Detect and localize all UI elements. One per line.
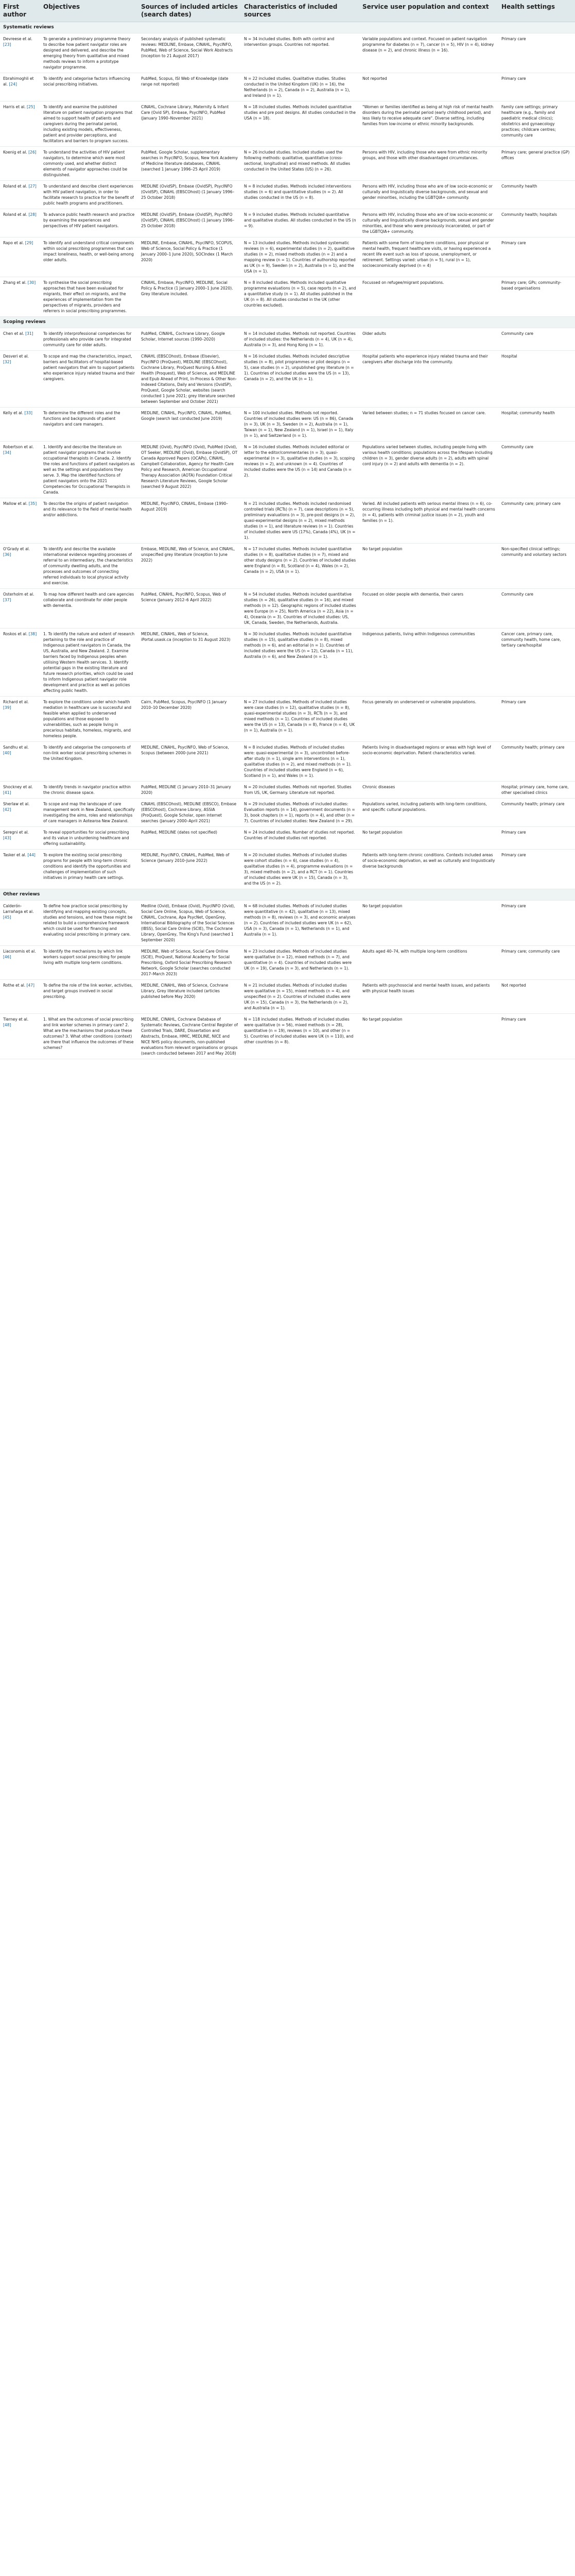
characteristics-cell: N = 68 included studies. Methods of included studies were quantitative (n = 42), qualitative (n = 13), mixed methods (n = 8), reviews (n = 3), and economic analyses (n = 2). Countries of included studies were UK (n = 62), USA (n = 3), Canada (n = 1), Netherlands (n = 1), and Australia (n = 1). [241, 901, 359, 946]
header-characteristics: Characteristics of included sources [241, 0, 359, 22]
objectives-cell: To determine the different roles and the functions and backgrounds of patient navigators and care managers. [40, 408, 138, 442]
table-row [0, 1014, 575, 1059]
objectives-cell: To identify and categorise the components of non-link worker social prescribing schemes in the United Kingdom. [40, 742, 138, 782]
characteristics-cell: N = 8 included studies. Methods of included studies were: quasi-experimental (n = 3), uncontrolled before-after study (n = 1), single arm interventions (n = 1), qualitative studies (n = 2), and mixed methods (n = 1). Countries of included studies were England (n = 6), Scotland (n = 1), and Wales (n = 1). [241, 742, 359, 782]
author-name: Liaconomis et al. [3, 949, 36, 954]
author-cell [0, 498, 40, 544]
characteristics-cell: N = 14 included studies. Methods not reported. Countries of included studies: the Netherlands (n = 4), UK (n = 4), Australia (n = 3), and Hong Kong (n = 1). [241, 328, 359, 351]
setting-cell: Primary care [498, 827, 575, 850]
population-cell: Populations varied, including patients with long-term conditions, and specific cultural populations. [359, 799, 498, 827]
section-row [0, 22, 575, 33]
author-name: Calderón-Larrañaga et al. [3, 904, 34, 914]
objectives-cell: To reveal opportunities for social prescribing and its value in unburdening healthcare and offering sustainability. [40, 827, 138, 850]
table-row [0, 980, 575, 1014]
author-name: Rapo et al. [3, 241, 24, 245]
author-cell [0, 827, 40, 850]
characteristics-cell: N = 18 included studies. Methods included quantitative studies and pre post designs. All studies conducted in the USA (n = 18). [241, 101, 359, 147]
table-row [0, 408, 575, 442]
review-table-container [0, 0, 575, 1059]
characteristics-cell: N = 29 included studies. Methods of included studies: Evaluation reports (n = 14), government documents (n = 3), book chapters (n = 1), reports (n = 4), and other (n = 7). Countries of included studies: New Zealand (n = 29). [241, 799, 359, 827]
citation-link[interactable]: [26] [28, 150, 37, 155]
sources-cell: Medline (Ovid), Embase (Ovid), PsycINFO (Ovid), Social Care Online, Scopus, Web of Science, CINAHL, Cochrane, Apa PsycNet, OpenGrey, International Bibliography of the Social Sciences (IBSS), Social Care Online (SCIE), The Cochrane Library, OpenGrey, The King's Fund (searched 1 September 2020) [138, 901, 241, 946]
table-row [0, 33, 575, 73]
citation-link[interactable]: [42] [3, 807, 11, 812]
population-cell: Patients with some form of long-term conditions, poor physical or mental health, frequent healthcare visits, or having experienced a recent life event such as loss of spouse, unemployment, or retirement. Settings varied: urban (n = 5), rural (n = 1), socioeconomically deprived (n = 4) [359, 238, 498, 277]
table-row [0, 498, 575, 544]
author-name: Roskos et al. [3, 632, 28, 636]
objectives-cell: To identify the mechanisms by which link workers support social prescribing for people living with multiple long-term conditions. [40, 946, 138, 980]
citation-link[interactable]: [25] [27, 105, 35, 109]
author-cell [0, 799, 40, 827]
setting-cell: Community care; primary care [498, 498, 575, 544]
author-cell [0, 328, 40, 351]
section-row [0, 317, 575, 328]
citation-link[interactable]: [33] [24, 411, 32, 415]
sources-cell: Cairn, PubMed, Scopus, PsycINFO (1 January 2010–10 December 2020) [138, 697, 241, 742]
sources-cell: MEDLINE, CINAHL, Web of Science, iPortal.usask.ca (inception to 31 August 2023) [138, 629, 241, 697]
author-cell [0, 147, 40, 181]
table-row [0, 181, 575, 209]
population-cell: Focussed on refugee/migrant populations. [359, 277, 498, 317]
citation-link[interactable]: [32] [3, 360, 11, 364]
citation-link[interactable]: [39] [3, 705, 11, 710]
table-row [0, 827, 575, 850]
sources-cell: PubMed, Scopus, ISI Web of Knowledge (date range not reported) [138, 73, 241, 101]
author-name: Koenig et al. [3, 150, 27, 155]
setting-cell: Community care [498, 328, 575, 351]
author-cell [0, 408, 40, 442]
objectives-cell: To understand and describe client experiences with HIV patient navigation, in order to facilitate research to practice for the benefit of public health programs and practitioners. [40, 181, 138, 209]
population-cell: Older adults [359, 328, 498, 351]
sources-cell: MEDLINE, CINAHL, PsycINFO, CINAHL, PubMed, Google (search last conducted June 2019) [138, 408, 241, 442]
sources-cell: MEDLINE (OvidSP), Embase (OvidSP), PsycINFO (OvidSP), CINAHL (EBSCOhost) (1 January 1996–25 October 2018) [138, 209, 241, 238]
characteristics-cell: N = 13 included studies. Methods included systematic reviews (n = 6), experimental studies (n = 2), qualitative studies (n = 2), mixed methods studies (n = 2) and a mapping review (n = 1). Countries of authorship reported as UK (n = 9), Sweden (n = 2), Australia (n = 1), and the USA (n = 1). [241, 238, 359, 277]
objectives-cell: 1. What are the outcomes of social prescribing and link worker schemes in primary care? 2. What are the mechanisms that produce these outcomes? 3. What other conditions (context) are there that influence the outcomes of these schemes? [40, 1014, 138, 1059]
objectives-cell: To scope and map the landscape of care management work in New Zealand, specifically investigating the aims, roles and relationships of care managers in Aotearoa New Zealand. [40, 799, 138, 827]
author-name: O'Grady et al. [3, 547, 30, 551]
citation-link[interactable]: [24] [9, 82, 17, 87]
table-row [0, 101, 575, 147]
citation-link[interactable]: [45] [3, 915, 11, 920]
author-name: Rothe et al. [3, 983, 26, 988]
population-cell: Persons with HIV, including those who are of low socio-economic or culturally and linguistically diverse backgrounds, and sexual and gender minorities, including the LGBTQIA+ community. [359, 181, 498, 209]
author-cell [0, 946, 40, 980]
population-cell: Varied between studies; n = 71 studies focused on cancer care. [359, 408, 498, 442]
population-cell: Indigenous patients, living within Indigenous communities [359, 629, 498, 697]
section-row [0, 889, 575, 901]
table-row [0, 629, 575, 697]
author-name: Chen et al. [3, 331, 24, 336]
sources-cell: MEDLINE, Web of Science, Social Care Online (SCIE), ProQuest, National Academy for Social Prescribing, Oxford Social Prescribing Research Network, Google Scholar (searches conducted 2017–March 2023) [138, 946, 241, 980]
objectives-cell: To identify trends in navigator practice within the chronic disease space. [40, 782, 138, 799]
citation-link[interactable]: [48] [3, 1023, 11, 1027]
citation-link[interactable]: [30] [27, 280, 36, 285]
characteristics-cell: N = 100 included studies. Methods not reported. Countries of included studies were: US (n = 86), Canada (n = 3), UK (n = 3), Sweden (n = 2), Australia (n = 1), Taiwan (n = 1), New Zealand (n = 1), Israel (n = 1), Italy (n = 1), and Switzerland (n = 1). [241, 408, 359, 442]
population-cell: No target population [359, 1014, 498, 1059]
sources-cell: PubMed, MEDLINE (dates not specified) [138, 827, 241, 850]
author-name: Roland et al. [3, 184, 28, 189]
characteristics-cell: N = 26 included studies. Included studies used the following methods: qualitative, quantitative (cross-sectional, longitudinal) and mixed methods. All studies conducted in the United States (US) (n = 26). [241, 147, 359, 181]
sources-cell: CINAHL, Embase, PsycINFO, MEDLINE, Social Policy & Practice (1 January 2000–1 June 2020). Grey literature included. [138, 277, 241, 317]
objectives-cell: To explore the conditions under which health mediation in healthcare use is successful and feasible when applied to underserved populations and those exposed to vulnerabilities, such as people living in precarious habitats, homeless, migrants, and homeless people. [40, 697, 138, 742]
setting-cell: Hospital [498, 351, 575, 408]
author-cell [0, 351, 40, 408]
author-name: Osterholm et al. [3, 592, 34, 597]
author-cell [0, 277, 40, 317]
citation-link[interactable]: [34] [3, 450, 11, 455]
characteristics-cell: N = 21 included studies. Methods of included studies were qualitative (n = 15), mixed methods (n = 4), and unspecified (n = 2). Countries of included studies were UK (n = 15), Canada (n = 3), the Netherlands (n = 2), and Australia (n = 1). [241, 980, 359, 1014]
author-name: Shockney et al. [3, 785, 33, 789]
population-cell: Persons with HIV, including those who are of low socio-economic or culturally and linguistically diverse backgrounds, sexual and gender minorities, and those who were previously incarcerated, or part of the LGBTQIA+ community. [359, 209, 498, 238]
objectives-cell: To synthesise the social prescribing approaches that have been evaluated for migrants, their effect on migrants, and the experiences of implementation from the perspectives of migrants, providers and referrers in social prescribing programmes. [40, 277, 138, 317]
citation-link[interactable]: [43] [3, 836, 11, 840]
sources-cell: MEDLINE, Embase, CINAHL, PsycINFO, SCOPUS, Web of Science, Social Policy & Practice (1 January 2000–1 June 2020), SOCIndex (1 March 2020) [138, 238, 241, 277]
objectives-cell: To describe the origins of patient navigation and its relevance to the field of mental health and/or addictions. [40, 498, 138, 544]
objectives-cell: To define the role of the link worker, activities, and target groups involved in social prescribing. [40, 980, 138, 1014]
citation-link[interactable]: [29] [25, 241, 33, 245]
objectives-cell: To map how different health and care agencies collaborate and coordinate for older people with dementia. [40, 589, 138, 629]
population-cell: Variable populations and context. Focused on patient navigation programme for diabetes (n = 7), cancer (n = 5), HIV (n = 4), kidney disease (n = 2), and chronic illness (n = 16). [359, 33, 498, 73]
characteristics-cell: N = 30 included studies. Methods included quantitative studies (n = 15), qualitative studies (n = 8), mixed methods (n = 6), and an editorial (n = 1). Countries of included studies were the US (n = 12), Canada (n = 11), Australia (n = 6), and New Zealand (n = 1). [241, 629, 359, 697]
characteristics-cell: N = 8 included studies. Methods included qualitative programme evaluations (n = 5), case reports (n = 2), and a quantitative study (n = 1). All studies published in the UK (n = 8). All studies conducted in the UK (other countries excluded). [241, 277, 359, 317]
header-population: Service user population and context [359, 0, 498, 22]
citation-link[interactable]: [46] [3, 955, 11, 959]
sources-cell: MEDLINE, CINAHL, Cochrane Database of Systematic Reviews, Cochrane Central Register of Controlled Trials, DARE, Dissertation and Abstracts, Embase, HMIC, MEDLINE, NICE and NICE NHS policy documents, non-published evaluations from relevant organisations or groups (search conducted between 2017 and May 2018) [138, 1014, 241, 1059]
characteristics-cell: N = 8 included studies. Methods included interventions studies (n = 6) and quantitative studies (n = 2). All studies conducted in the US (n = 8). [241, 181, 359, 209]
author-cell [0, 742, 40, 782]
characteristics-cell: N = 16 included studies. Methods included descriptive studies (n = 8), pilot programmes or pilot designs (n = 5), case studies (n = 2), unpublished grey literature (n = 1). Countries of included studies were the US (n = 13), Canada (n = 2), and the UK (n = 1). [241, 351, 359, 408]
characteristics-cell: N = 20 included studies. Methods not reported. Studies from US, UK, Germany. Literature not reported. [241, 782, 359, 799]
characteristics-cell: N = 118 included studies. Methods of included studies were qualitative (n = 56), mixed methods (n = 28), quantitative (n = 19), reviews (n = 10), and other (n = 5). Countries of included studies were UK (n = 110), and other countries (n = 8). [241, 1014, 359, 1059]
population-cell: Varied. All included patients with serious mental illness (n = 6), co-occurring illness including both physical and mental health concerns (n = 4), patients with criminal justice issues (n = 2), youth and families (n = 1). [359, 498, 498, 544]
citation-link[interactable]: [31] [25, 331, 33, 336]
citation-link[interactable]: [47] [26, 983, 34, 988]
table-row [0, 782, 575, 799]
characteristics-cell: N = 27 included studies. Methods of included studies were case studies (n = 12), qualitative studies (n = 8), quasi-experimental studies (n = 3), RCTs (n = 3), and mixed methods (n = 1). Countries of included studies were the US (n = 13), Canada (n = 8), France (n = 4), UK (n = 1), Australia (n = 1). [241, 697, 359, 742]
sources-cell: CINAHL (EBSCOhost), Embase (Elsevier), PsycINFO (ProQuest), MEDLINE (EBSCOhost), Cochrane Library, ProQuest Nursing & Allied Health (Proquest), Web of Science, and MEDLINE and Epub Ahead of Print, In-Process & Other Non-Indexed Citations, Daily and Versions (OvidSP), ProQuest, Google Scholar, websites (search conducted 1 June 2021; grey literature searched between September and October 2021) [138, 351, 241, 408]
section-title: Scoping reviews [0, 317, 575, 328]
table-row [0, 742, 575, 782]
sources-cell: MEDLINE (Ovid), PsycINFO (Ovid), PubMed (Ovid), OT Seeker, MEDLINE (Ovid), Embase (OvidSP), OT Canada Approved Papers (OCAPs), CINAHL, Campbell Collaboration, Agency for Health Care Policy and Research, American Occupational Therapy Association (AOTA) Foundation Critical Research Literature Reviews, Google Scholar (searched 9 August 2022) [138, 442, 241, 498]
author-name: Sandhu et al. [3, 745, 29, 750]
characteristics-cell: N = 24 included studies. Number of studies not reported. Countries of included studies not reported. [241, 827, 359, 850]
sources-cell: CINAHL (EBSCOhost), MEDLINE (EBSCO), Embase (EBSCOhost), Cochrane Library, ASSIA (ProQuest), Google Scholar, open internet searches (January 2000–April 2021) [138, 799, 241, 827]
population-cell: Persons with HIV, including those who were from ethnic minority groups, and those with other disadvantaged circumstances. [359, 147, 498, 181]
sources-cell: PubMed, CINAHL, PsycINFO, Scopus, Web of Science (January 2012–6 April 2022) [138, 589, 241, 629]
setting-cell: Community health; hospitals [498, 209, 575, 238]
author-name: Kelly et al. [3, 411, 24, 415]
setting-cell: Community care [498, 442, 575, 498]
objectives-cell: To identify interprofessional competencies for professionals who provide care for integrated community care for older adults. [40, 328, 138, 351]
author-cell [0, 73, 40, 101]
citation-link[interactable]: [37] [3, 598, 11, 602]
citation-link[interactable]: [41] [3, 790, 11, 795]
author-name: Zhang et al. [3, 280, 27, 285]
setting-cell: Cancer care, primary care, community health, home care, tertiary care/hospital [498, 629, 575, 697]
sources-cell: MEDLINE, CINAHL, Web of Science, Cochrane Library, Grey literature included (articles published before May 2020) [138, 980, 241, 1014]
table-row [0, 544, 575, 589]
table-header-row [0, 0, 575, 22]
author-cell [0, 442, 40, 498]
author-name: Roland et al. [3, 212, 28, 217]
table-body [0, 22, 575, 1059]
header-objectives: Objectives [40, 0, 138, 22]
objectives-cell: 1. To identify the nature and extent of research pertaining to the role and practice of Indigenous patient navigators in Canada, the US, Australia, and New Zealand. 2. Examine barriers faced by Indigenous peoples when utilising Western Health services. 3. Identify potential gaps in the existing literature and future research priorities, which could be used to inform Indigenous patient navigator role development and practice as well as policies affecting public health. [40, 629, 138, 697]
population-cell: Patients living in disadvantaged regions or areas with high level of socio-economic deprivation. Patient characteristics varied. [359, 742, 498, 782]
objectives-cell: To understand the activities of HIV patient navigators, to determine which were most commonly used, and whether distinct elements of navigator approaches could be distinguished. [40, 147, 138, 181]
section-title: Systematic reviews [0, 22, 575, 33]
table-row [0, 946, 575, 980]
setting-cell: Primary care; GPs; community-based organisations [498, 277, 575, 317]
header-first-author: First author [0, 0, 40, 22]
author-name: Ebrahimoghli et al. [3, 76, 34, 87]
author-name: Tierney et al. [3, 1017, 29, 1022]
sources-cell: PubMed, Google Scholar, supplementary searches in PsycINFO, Scopus, New York Academy of Medicine literature databases, CINAHL (searched 1 January 1996–25 April 2019) [138, 147, 241, 181]
characteristics-table [0, 0, 575, 1059]
objectives-cell: To explore the existing social prescribing programs for people with long-term chronic conditions and identify the opportunities and challenges of implementation of such initiatives in primary health care settings. [40, 850, 138, 889]
setting-cell: Community health [498, 181, 575, 209]
sources-cell: CINAHL, Cochrane Library, Maternity & Infant Care (Ovid SP), Embase, PsycINFO, PubMed (January 1990–November 2021) [138, 101, 241, 147]
author-cell [0, 101, 40, 147]
population-cell: Patients with psychosocial and mental health issues, and patients with physical health issues [359, 980, 498, 1014]
setting-cell: Primary care [498, 1014, 575, 1059]
table-row [0, 209, 575, 238]
objectives-cell: To identify and examine the published literature on patient navigation programs that aimed to support health of patients and caregivers during the perinatal period, including existing models, effectiveness, patient and provider perceptions, and facilitators and barriers to program success. [40, 101, 138, 147]
table-row [0, 442, 575, 498]
characteristics-cell: N = 20 included studies. Methods of included studies were cohort studies (n = 6), case studies (n = 4), qualitative studies (n = 4), programme evaluations (n = 3), mixed methods (n = 2), and a RCT (n = 1). Countries of included studies were UK (n = 15), Canada (n = 3), and the US (n = 2). [241, 850, 359, 889]
objectives-cell: To define how practice social prescribing by identifying and mapping existing concepts, studies and tensions, and how these might be related to build a comprehensive framework which could be used for financing and evaluating social prescribing in primary care. [40, 901, 138, 946]
setting-cell: Hospital; community health [498, 408, 575, 442]
objectives-cell: To identify and understand critical components within social prescribing programmes that can impact loneliness, health, or well-being among older adults. [40, 238, 138, 277]
table-row [0, 351, 575, 408]
setting-cell: Not reported [498, 980, 575, 1014]
table-row [0, 73, 575, 101]
author-cell [0, 33, 40, 73]
sources-cell: Secondary analysis of published systematic reviews: MEDLINE, Embase, CINAHL, PsycINFO, PubMed, Web of Science, Social Work Abstracts (inception to 21 August 2017) [138, 33, 241, 73]
population-cell: Chronic diseases [359, 782, 498, 799]
objectives-cell: To generate a preliminary programme theory to describe how patient navigator roles are designed and delivered, and describe the emerging theory from qualitative and mixed methods reviews to inform a prototype navigator programme. [40, 33, 138, 73]
table-row [0, 697, 575, 742]
author-name: Robertson et al. [3, 445, 34, 449]
population-cell: Patients with long-term chronic conditions. Contexts included areas of socio-economic deprivation, as well as culturally and linguistically diverse backgrounds [359, 850, 498, 889]
author-name: Sherlaw et al. [3, 802, 30, 806]
setting-cell: Non-specified clinical settings; community and voluntary sectors [498, 544, 575, 589]
citation-link[interactable]: [36] [3, 552, 11, 557]
setting-cell: Community health; primary care [498, 799, 575, 827]
setting-cell: Primary care [498, 850, 575, 889]
author-name: Harris et al. [3, 105, 26, 109]
characteristics-cell: N = 9 included studies. Methods included quantitative and qualitative studies. All studies conducted in the US (n = 9). [241, 209, 359, 238]
sources-cell: PubMed, MEDLINE (1 January 2010–31 January 2020) [138, 782, 241, 799]
population-cell: Focus generally on underserved or vulnerable populations. [359, 697, 498, 742]
characteristics-cell: N = 54 included studies. Methods included quantitative studies (n = 26), qualitative studies (n = 16), and mixed methods (n = 12). Geographic regions of included studies were Europe (n = 25), North America (n = 22), Asia (n = 4), Oceania (n = 3). Countries of included studies: US, UK, Canada, Sweden, the Netherlands, Australia. [241, 589, 359, 629]
citation-link[interactable]: [23] [3, 42, 11, 47]
author-cell [0, 697, 40, 742]
citation-link[interactable]: [28] [28, 212, 37, 217]
setting-cell: Primary care; community care [498, 946, 575, 980]
population-cell: "Women or families identified as being at high risk of mental health disorders during the perinatal period (early childhood period), and less likely to receive adequate care". Diverse setting, including families from low-income or ethnic minority backgrounds. [359, 101, 498, 147]
table-row [0, 901, 575, 946]
setting-cell: Primary care [498, 238, 575, 277]
section-title: Other reviews [0, 889, 575, 901]
sources-cell: Embase, MEDLINE, Web of Science, and CINAHL, unspecified grey literature (inception to June 2022) [138, 544, 241, 589]
author-name: Seregni et al. [3, 830, 29, 835]
setting-cell: Primary care [498, 73, 575, 101]
author-cell [0, 782, 40, 799]
setting-cell: Primary care [498, 697, 575, 742]
characteristics-cell: N = 23 included studies. Methods of included studies were qualitative (n = 12), mixed methods (n = 7), and quantitative (n = 4). Countries of included studies were UK (n = 19), Canada (n = 3), and Netherlands (n = 1). [241, 946, 359, 980]
author-cell [0, 238, 40, 277]
table-row [0, 147, 575, 181]
setting-cell: Primary care [498, 33, 575, 73]
objectives-cell: To advance public health research and practice by examining the experiences and perspectives of HIV patient navigators. [40, 209, 138, 238]
citation-link[interactable]: [38] [28, 632, 37, 636]
author-name: Devreese et al. [3, 37, 32, 41]
population-cell: Hospital patients who experience injury related trauma and their caregivers after discharge into the community. [359, 351, 498, 408]
objectives-cell: To identify and describe the available international evidence regarding processes of referral to an intermediary, the characteristics of community dwelling adults, and the processes and outcomes of connecting referred individuals to local physical activity and exercise. [40, 544, 138, 589]
sources-cell: MEDLINE, PsycINFO, CINAHL, Embase (1990–August 2019) [138, 498, 241, 544]
header-setting: Health settings [498, 0, 575, 22]
characteristics-cell: N = 34 included studies. Both with control and intervention groups. Countries not reported. [241, 33, 359, 73]
author-name: Mallow et al. [3, 501, 28, 506]
characteristics-cell: N = 16 included studies. Methods included editorial or letter to the editor/commentaries (n = 3), quasi-experimental (n = 3), qualitative studies (n = 3), scoping reviews (n = 2), and unknown (n = 4). Countries of included studies were the US (n = 14) and Canada (n = 2). [241, 442, 359, 498]
sources-cell: MEDLINE, CINAHL, PsycINFO, Web of Science, Scopus (between 2000–June 2021) [138, 742, 241, 782]
author-cell [0, 209, 40, 238]
table-row [0, 589, 575, 629]
population-cell: Not reported [359, 73, 498, 101]
table-row [0, 328, 575, 351]
population-cell: No target population [359, 901, 498, 946]
author-cell [0, 1014, 40, 1059]
author-cell [0, 850, 40, 889]
citation-link[interactable]: [35] [28, 501, 37, 506]
population-cell: Adults aged 40–74, with multiple long-term conditions [359, 946, 498, 980]
citation-link[interactable]: [40] [3, 751, 11, 755]
objectives-cell: To identify and categorise factors influencing social prescribing initiatives. [40, 73, 138, 101]
author-name: Desveri et al. [3, 354, 29, 359]
author-name: Richard et al. [3, 700, 29, 704]
setting-cell: Primary care; general practice (GP) offices [498, 147, 575, 181]
population-cell: No target population [359, 827, 498, 850]
sources-cell: MEDLINE, PsycINFO, CINAHL, PubMed, Web of Science (January 2010–June 2022) [138, 850, 241, 889]
setting-cell: Primary care [498, 901, 575, 946]
objectives-cell: 1. Identify and describe the literature on patient navigator programs that involve occupational therapists in Canada. 2. Identify the roles and functions of patient navigators as well as the settings and populations they serve. 3. Map the identified functions of patient navigators onto the 2021 Competencies for Occupational Therapists in Canada. [40, 442, 138, 498]
setting-cell: Hospital; primary care, home care, other specialised clinics [498, 782, 575, 799]
characteristics-cell: N = 21 included studies. Methods included randomised controlled trials (RCTs) (n = 7), case descriptions (n = 5), preliminary evaluations (n = 3), pre-post designs (n = 2), quasi-experimental designs (n = 2), mixed methods studies (n = 1), and literature reviews (n = 1). Countries of included studies were US (17%), Canada (4%), UK (n = 1). [241, 498, 359, 544]
sources-cell: MEDLINE (OvidSP), Embase (OvidSP), PsycINFO (OvidSP), CINAHL (EBSCOhost) (1 January 1996–25 October 2018) [138, 181, 241, 209]
objectives-cell: To scope and map the characteristics, impact, barriers and facilitators of hospital-based patient navigators that aim to support patients who experience injury related trauma and their caregivers. [40, 351, 138, 408]
author-cell [0, 181, 40, 209]
citation-link[interactable]: [44] [27, 853, 36, 857]
setting-cell: Family care settings; primary healthcare (e.g., family and paediatric medical clinics); obstetrics and gynaecology practices; childcare centres; community care [498, 101, 575, 147]
author-cell [0, 901, 40, 946]
author-cell [0, 629, 40, 697]
table-row [0, 799, 575, 827]
table-row [0, 277, 575, 317]
characteristics-cell: N = 22 included studies. Qualitative studies. Studies conducted in the United Kingdom (UK) (n = 16), the Netherlands (n = 2), Canada (n = 2), Australia (n = 1), and Ireland (n = 1). [241, 73, 359, 101]
author-cell [0, 589, 40, 629]
population-cell: Populations varied between studies, including people living with various health conditions; populations across the lifespan including children (n = 3), gender diverse adults (n = 2), adults with spinal cord injury (n = 2) and adults with dementia (n = 2). [359, 442, 498, 498]
author-cell [0, 544, 40, 589]
author-cell [0, 980, 40, 1014]
header-sources: Sources of included articles (search dates) [138, 0, 241, 22]
sources-cell: PubMed, CINAHL, Cochrane Library, Google Scholar, Internet sources (1990–2020) [138, 328, 241, 351]
population-cell: Focused on older people with dementia, their carers [359, 589, 498, 629]
author-name: Tasker et al. [3, 853, 27, 857]
table-row [0, 850, 575, 889]
population-cell: No target population [359, 544, 498, 589]
setting-cell: Community health; primary care [498, 742, 575, 782]
citation-link[interactable]: [27] [28, 184, 37, 189]
table-row [0, 238, 575, 277]
setting-cell: Community care [498, 589, 575, 629]
characteristics-cell: N = 17 included studies. Methods included quantitative studies (n = 8), qualitative studies (n = 7), mixed and other study designs (n = 2). Countries of included studies were England (n = 8), Scotland (n = 4), Wales (n = 2), Canada (n = 2), USA (n = 1). [241, 544, 359, 589]
